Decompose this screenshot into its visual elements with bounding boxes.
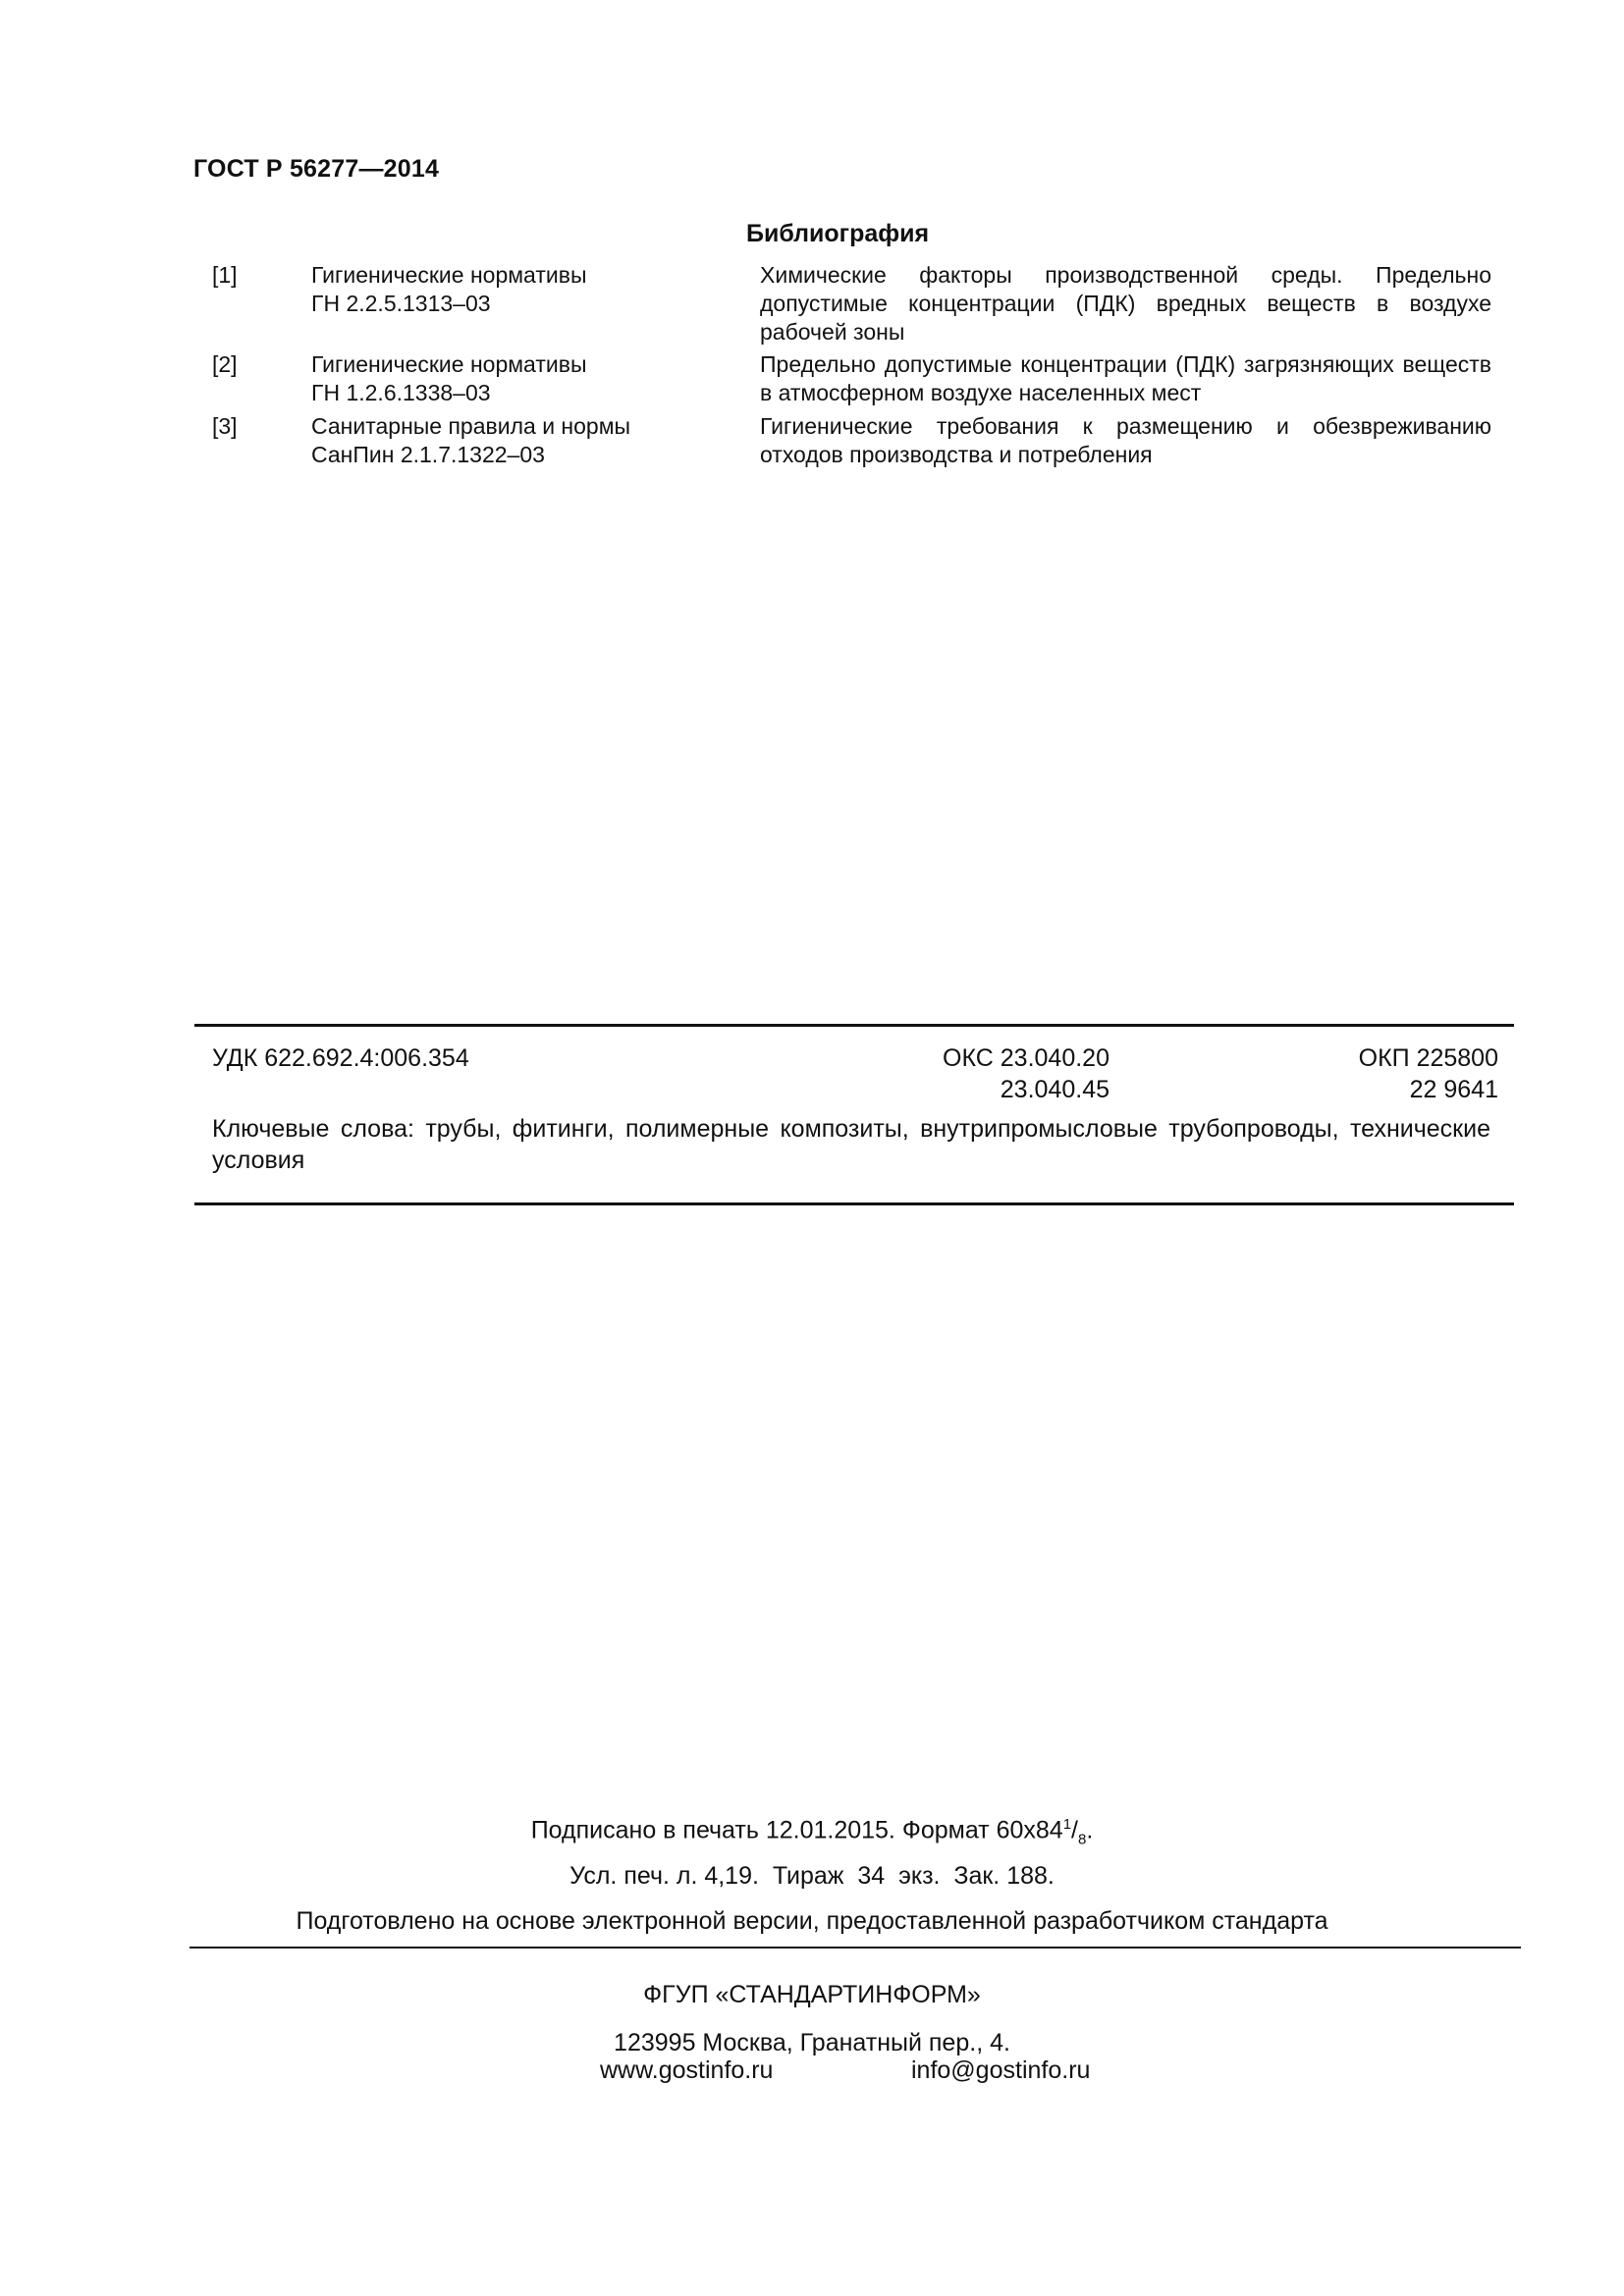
publisher-address: 123995 Москва, Гранатный пер., 4.: [614, 2029, 1010, 2056]
oks-codes: [884, 1042, 1110, 1105]
entry-number: [2]: [212, 351, 238, 377]
entry-document-code: ГН 2.2.5.1313–03: [311, 291, 491, 316]
classification-bottom-rule: [194, 1202, 1514, 1205]
entry-document-type: Санитарные правила и нормы: [311, 413, 631, 439]
website-link[interactable]: www.gostinfo.ru: [600, 2056, 774, 2084]
entry-document: [311, 261, 684, 318]
classification-top-rule: [194, 1024, 1514, 1027]
entry-document-code: СанПин 2.1.7.1322–03: [311, 442, 545, 467]
bibliography-title: Библиография: [746, 220, 930, 247]
format-subscript: 8: [1078, 1831, 1087, 1848]
keywords: Ключевые слова: трубы, фитинги, полимерные композиты, внутрипромысловые трубопроводы, технические условия: [212, 1115, 1490, 1174]
entry-description: Химические факторы производственной среды. Предельно допустимые концентрации (ПДК) вредных веществ в воздухе рабочей зоны: [760, 262, 1491, 345]
oks-code-2: 23.040.45: [1000, 1076, 1110, 1103]
print-details: Усл. печ. л. 4,19. Тираж 34 экз. Зак. 188.: [569, 1862, 1055, 1890]
entry-number: [1]: [212, 262, 238, 288]
bibliography-entry-2: [212, 350, 1491, 409]
bibliography-entry-1: [212, 261, 1491, 349]
imprint-rule: [189, 1947, 1521, 1949]
okp-codes: [1276, 1042, 1498, 1105]
entry-document: [311, 412, 684, 469]
publisher-name: ФГУП «СТАНДАРТИНФОРМ»: [643, 1981, 981, 2008]
format-superscript: 1: [1062, 1816, 1072, 1833]
okp-code-2: 22 9641: [1409, 1076, 1498, 1103]
entry-description: Предельно допустимые концентрации (ПДК) загрязняющих веществ в атмосферном воздухе населенных мест: [760, 351, 1491, 405]
prepared-note: Подготовлено на основе электронной версии, предоставленной разработчиком стандарта: [296, 1907, 1328, 1935]
oks-code-1: ОКС 23.040.20: [943, 1044, 1110, 1072]
okp-code-1: ОКП 225800: [1358, 1044, 1498, 1072]
entry-document: [311, 350, 684, 407]
entry-document-type: Гигиенические нормативы: [311, 351, 587, 377]
udk-code: УДК 622.692.4:006.354: [212, 1044, 469, 1072]
document-code: ГОСТ Р 56277—2014: [193, 155, 440, 183]
bibliography-entry-3: [212, 412, 1491, 471]
entry-document-type: Гигиенические нормативы: [311, 262, 587, 288]
signed-text: Подписано в печать 12.01.2015. Формат 60x84: [530, 1816, 1063, 1844]
signed-for-print: Подписано в печать 12.01.2015. Формат $60x84^1/_8$.: [530, 1816, 1094, 1848]
entry-document-code: ГН 1.2.6.1338–03: [311, 380, 491, 405]
entry-number: [3]: [212, 413, 238, 439]
signed-suffix: .: [1086, 1816, 1094, 1844]
email-link[interactable]: info@gostinfo.ru: [911, 2056, 1091, 2084]
entry-description: Гигиенические требования к размещению и обезвреживанию отходов производства и потребления: [760, 413, 1491, 467]
